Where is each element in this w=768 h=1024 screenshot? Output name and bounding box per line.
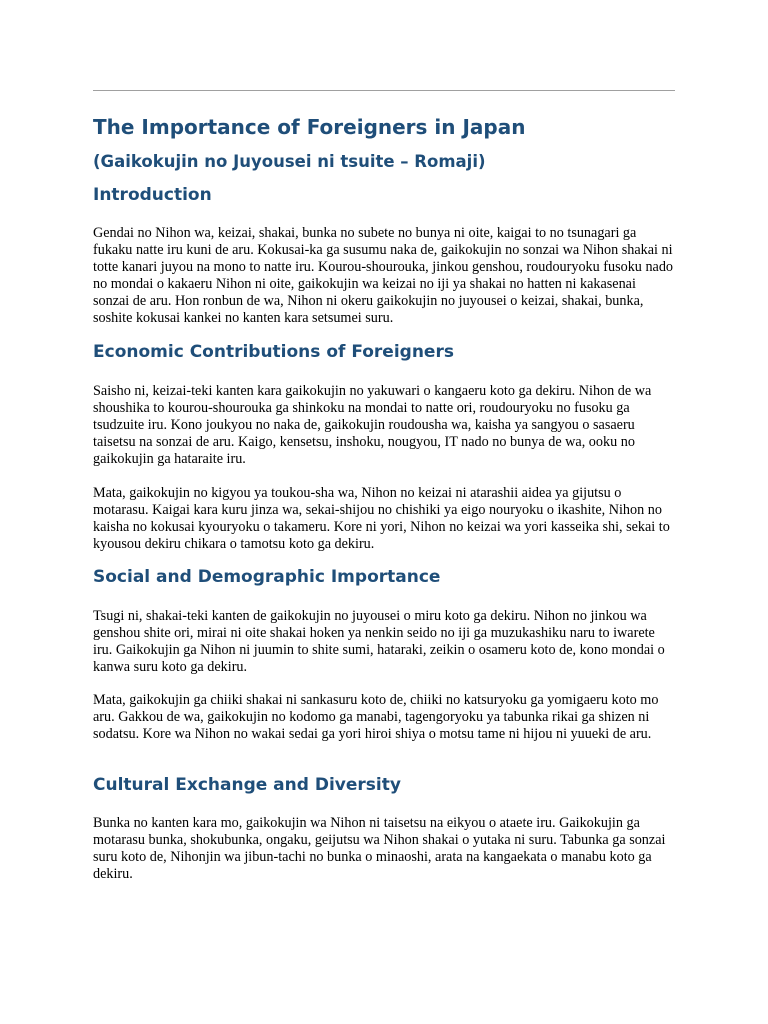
section-heading-introduction: Introduction [93, 185, 212, 205]
document-subtitle: (Gaikokujin no Juyousei ni tsuite – Romaji) [93, 152, 486, 171]
paragraph-introduction: Gendai no Nihon wa, keizai, shakai, bunka no subete no bunya ni oite, kaigai to no tsunagari ga fukaku natte iru kuni de aru. Kokusai-ka ga susumu naka de, gaikokujin no sonzai wa Nihon shakai ni totte kanari juyou na mono to natte iru. Kourou-shourouka, jinkou genshou, roudouryoku fusoku nado no mondai o kakaeru Nihon ni oite, gaikokujin wa keizai no iji ya shakai no hatten ni kakasenai sonzai de aru. Hon ronbun de wa, Nihon ni okeru gaikokujin no juyousei o keizai, shakai, bunka, soshite kokusai kankei no kanten kara setsumei suru. [93, 225, 674, 326]
section-heading-social: Social and Demographic Importance [93, 567, 441, 587]
paragraph-social-2: Mata, gaikokujin ga chiiki shakai ni sankasuru koto de, chiiki no katsuryoku ga yomigaeru koto mo aru. Gakkou de wa, gaikokujin no kodomo ga manabi, tagengoryoku ya tabunka rikai ga shizen ni sodatsu. Kore wa Nihon no wakai sedai ga yori hiroi shiya o motsu tame ni hijou ni yuueki de aru. [93, 692, 659, 742]
paragraph-social-1: Tsugi ni, shakai-teki kanten de gaikokujin no juyousei o miru koto ga dekiru. Nihon no jinkou wa genshou shite ori, mirai ni oite shakai hoken ya nenkin seido no iji ga muzukashiku naru to iwarete iru. Gaikokujin ga Nihon ni juumin to shite sumi, hataraki, zeikin o osameru koto de, kono mondai o kanwa suru koto ga dekiru. [93, 608, 665, 675]
paragraph-economic-1: Saisho ni, keizai-teki kanten kara gaikokujin no yakuwari o kangaeru koto ga dekiru. Nihon de wa shoushika to kourou-shourouka ga shinkoku na mondai to natte ori, roudouryoku no fusoku ga tsudzuite iru. Kono joukyou no naka de, gaikokujin roudousha wa, kaisha ya sangyou o sasaeru taisetsu na sonzai de aru. Kaigo, kensetsu, inshoku, nougyou, IT nado no bunya de wa, ooku no gaikokujin ga hataraite iru. [93, 383, 652, 467]
horizontal-rule [93, 90, 675, 91]
paragraph-economic-2: Mata, gaikokujin no kigyou ya toukou-sha wa, Nihon no keizai ni atarashii aidea ya gijutsu o motarasu. Kaigai kara kuru jinza wa, sekai-shijou no chishiki ya eigo nouryoku o ikashite, Nihon no kaisha no kokusai kyouryoku o takameru. Kore ni yori, Nihon no keizai wa yori kasseika shi, sekai to kyousou dekiru chikara o tamotsu koto ga dekiru. [93, 485, 670, 552]
paragraph-cultural: Bunka no kanten kara mo, gaikokujin wa Nihon ni taisetsu na eikyou o ataete iru. Gaikokujin ga motarasu bunka, shokubunka, ongaku, geijutsu wa Nihon shakai o yutaka ni suru. Tabunka ga sonzai suru koto de, Nihonjin wa jibun-tachi no bunka o minaoshi, arata na kangaekata o manabu koto ga dekiru. [93, 815, 666, 882]
section-heading-economic: Economic Contributions of Foreigners [93, 342, 454, 362]
document-title: The Importance of Foreigners in Japan [93, 115, 526, 139]
section-heading-cultural: Cultural Exchange and Diversity [93, 775, 401, 795]
